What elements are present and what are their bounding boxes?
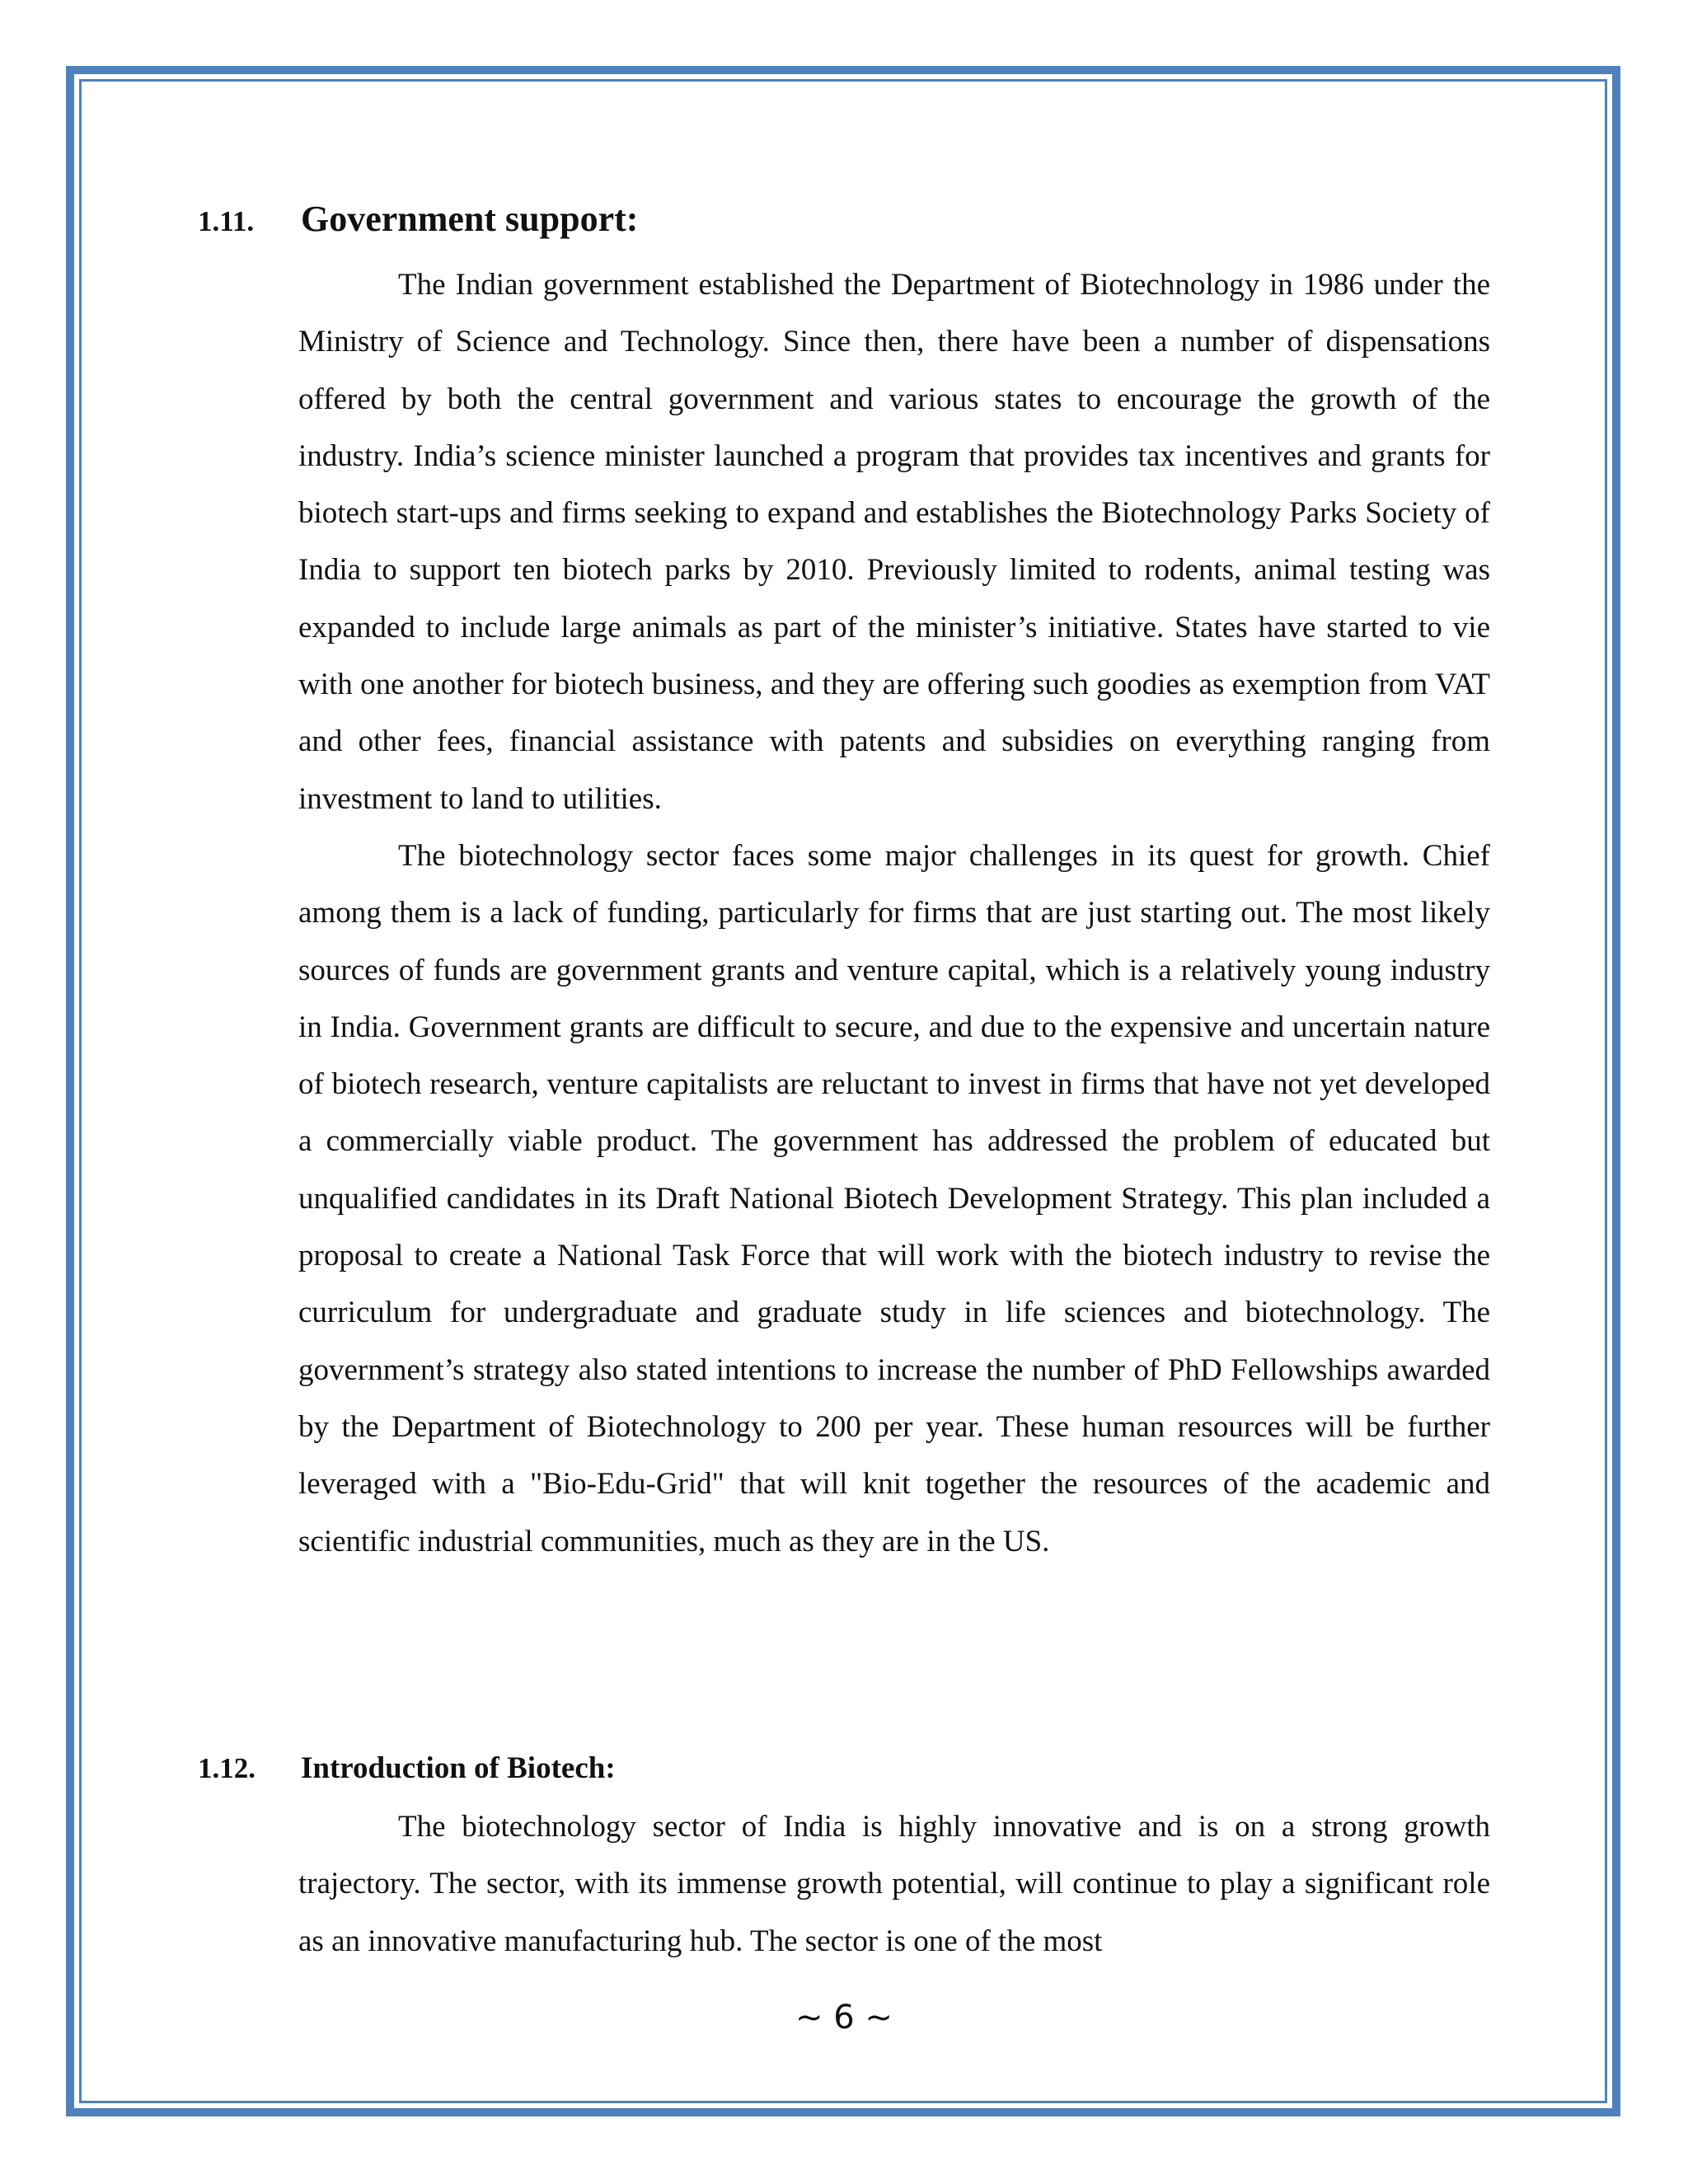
section-title: Introduction of Biotech: [301,1751,616,1785]
paragraph: The biotechnology sector faces some major challenges in its quest for growth. Chief among them is a lack of funding, particularly for firms that are just starting out. The most likely sources of funds are government grants and venture capital, which is a relatively young industry in India. Government grants are difficult to secure, and due to the expensive and uncertain nature of biotech research, venture capitalists are reluctant to invest in firms that have not yet developed a commercially viable product. The government has addressed the problem of educated but unqualified candidates in its Draft National Biotech Development Strategy. This plan included a proposal to create a National Task Force that will work with the biotech industry to revise the curriculum for undergraduate and graduate study in life sciences and biotechnology. The government’s strategy also stated intentions to increase the number of PhD Fellowships awarded by the Department of Biotechnology to 200 per year. These human resources will be further leveraged with a "Bio-Edu-Grid" that will knit together the resources of the academic and scientific industrial communities, much as they are in the US. [298,838,1490,1558]
paragraph: The biotechnology sector of India is highly innovative and is on a strong growth trajectory. The sector, with its immense growth potential, will continue to play a significant role as an innovative manufacturing hub. The sector is one of the most [298,1810,1490,1958]
section-body-government-support [298,256,1490,1570]
section-number: 1.11. [198,205,255,237]
section-heading-introduction-of-biotech [198,1750,616,1786]
section-heading-government-support [198,198,638,240]
section-body-introduction-of-biotech [298,1798,1490,1970]
section-title: Government support: [301,199,639,239]
page-number: ~ 6 ~ [795,1999,893,2036]
section-number: 1.12. [198,1752,256,1784]
paragraph: The Indian government established the Department of Biotechnology in 1986 under the Ministry of Science and Technology. Since then, there have been a number of dispensations offered by both the central government and various states to encourage the growth of the industry. India’s science minister launched a program that provides tax incentives and grants for biotech start-ups and firms seeking to expand and establishes the Biotechnology Parks Society of India to support ten biotech parks by 2010. Previously limited to rodents, animal testing was expanded to include large animals as part of the minister’s initiative. States have started to vie with one another for biotech business, and they are offering such goodies as exemption from VAT and other fees, financial assistance with patents and subsidies on everything ranging from investment to land to utilities. [298,268,1490,816]
